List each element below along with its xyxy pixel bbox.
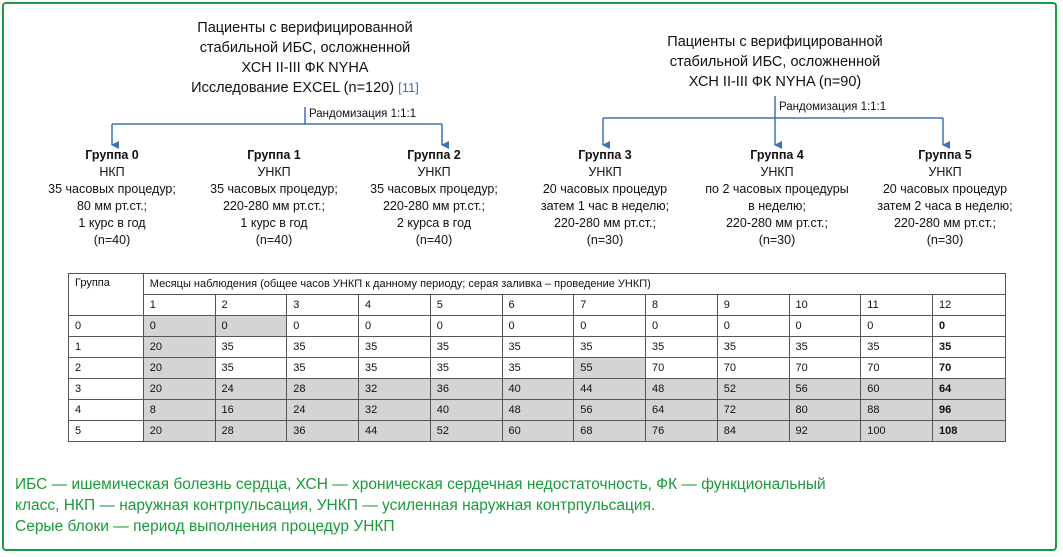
value-cell: 56	[574, 400, 646, 421]
randomization-label: Рандомизация 1:1:1	[779, 101, 887, 113]
value-cell: 60	[502, 421, 574, 442]
group-title: Группа 5	[918, 148, 972, 162]
group-line: 220-280 мм рт.ст.;	[222, 199, 326, 213]
value-cell: 0	[215, 316, 287, 337]
table-row	[69, 337, 1006, 358]
footnote-line: ИБС — ишемическая болезнь сердца, ХСН — хроническая сердечная недостаточность, ФК — функциональный	[15, 476, 826, 493]
group-title: Группа 1	[247, 148, 301, 162]
value-cell: 64	[646, 400, 718, 421]
value-cell: 70	[933, 358, 1006, 379]
value-cell: 72	[717, 400, 789, 421]
value-cell: 16	[215, 400, 287, 421]
value-cell: 48	[502, 400, 574, 421]
value-cell: 56	[789, 379, 861, 400]
group-line: (n=30)	[586, 233, 624, 247]
group-line: УНКП	[588, 165, 622, 179]
group-title: Группа 3	[578, 148, 632, 162]
group-line: 35 часовых процедур;	[48, 182, 176, 196]
group-line: 20 часовых процедур	[542, 182, 668, 196]
footnote-line: Серые блоки — период выполнения процедур УНКП	[15, 518, 395, 535]
value-cell: 35	[215, 358, 287, 379]
value-cell: 35	[789, 337, 861, 358]
group-line: 35 часовых процедур;	[370, 182, 498, 196]
value-cell: 35	[717, 337, 789, 358]
group-box-2	[334, 147, 534, 249]
table-header-row	[69, 274, 1006, 295]
group-column-header: Группа	[69, 274, 144, 316]
group-line: (n=40)	[415, 233, 453, 247]
table-row	[69, 379, 1006, 400]
value-cell: 52	[717, 379, 789, 400]
reference-link[interactable]: [11]	[398, 80, 419, 95]
group-line: в неделю;	[748, 199, 806, 213]
group-line: 35 часовых процедур;	[210, 182, 338, 196]
value-cell: 100	[861, 421, 933, 442]
value-cell: 32	[359, 379, 431, 400]
group-line: 220-280 мм рт.ст.;	[382, 199, 486, 213]
group-line: 80 мм рт.ст.;	[76, 199, 148, 213]
value-cell: 35	[430, 337, 502, 358]
month-header-cell: 1	[143, 295, 215, 316]
value-cell: 35	[359, 337, 431, 358]
population-line: Пациенты с верифицированной	[197, 20, 413, 36]
value-cell: 35	[430, 358, 502, 379]
value-cell: 60	[861, 379, 933, 400]
value-cell: 20	[143, 421, 215, 442]
group-line: 20 часовых процедур	[882, 182, 1008, 196]
population-box-excel	[165, 18, 445, 98]
group-cell: 1	[69, 337, 144, 358]
group-title: Группа 2	[407, 148, 461, 162]
value-cell: 35	[646, 337, 718, 358]
group-cell: 5	[69, 421, 144, 442]
population-line: ХСН II-III ФК NYHA (n=90)	[688, 74, 862, 90]
group-line: УНКП	[417, 165, 451, 179]
group-cell: 0	[69, 316, 144, 337]
value-cell: 28	[287, 379, 359, 400]
value-cell: 44	[574, 379, 646, 400]
value-cell: 0	[502, 316, 574, 337]
month-header-cell: 12	[933, 295, 1006, 316]
value-cell: 0	[143, 316, 215, 337]
month-header-cell: 9	[717, 295, 789, 316]
group-line: 2 курса в год	[396, 216, 472, 230]
group-box-3	[505, 147, 705, 249]
month-header-cell: 10	[789, 295, 861, 316]
value-cell: 0	[646, 316, 718, 337]
value-cell: 40	[430, 400, 502, 421]
randomization-label: Рандомизация 1:1:1	[309, 108, 417, 120]
value-cell: 96	[933, 400, 1006, 421]
month-header-cell: 11	[861, 295, 933, 316]
months-header: Месяцы наблюдения (общее часов УНКП к данному периоду; серая заливка – проведение УНКП)	[143, 274, 1005, 295]
value-cell: 108	[933, 421, 1006, 442]
value-cell: 48	[646, 379, 718, 400]
group-line: УНКП	[928, 165, 962, 179]
value-cell: 36	[430, 379, 502, 400]
value-cell: 8	[143, 400, 215, 421]
month-header-cell: 5	[430, 295, 502, 316]
table-row	[69, 421, 1006, 442]
population-box-second	[635, 32, 915, 92]
value-cell: 35	[215, 337, 287, 358]
group-line: затем 2 часа в неделю;	[877, 199, 1013, 213]
group-line: 220-280 мм рт.ст.;	[553, 216, 657, 230]
value-cell: 70	[789, 358, 861, 379]
observation-table	[68, 273, 1006, 442]
group-line: 220-280 мм рт.ст.;	[725, 216, 829, 230]
value-cell: 28	[215, 421, 287, 442]
value-cell: 76	[646, 421, 718, 442]
value-cell: 55	[574, 358, 646, 379]
value-cell: 0	[430, 316, 502, 337]
month-header-cell: 4	[359, 295, 431, 316]
group-line: (n=30)	[926, 233, 964, 247]
value-cell: 0	[933, 316, 1006, 337]
value-cell: 0	[717, 316, 789, 337]
value-cell: 40	[502, 379, 574, 400]
value-cell: 52	[430, 421, 502, 442]
value-cell: 84	[717, 421, 789, 442]
group-cell: 3	[69, 379, 144, 400]
value-cell: 35	[574, 337, 646, 358]
value-cell: 24	[215, 379, 287, 400]
month-header-cell: 3	[287, 295, 359, 316]
group-line: по 2 часовых процедуры	[705, 182, 849, 196]
month-header-cell: 8	[646, 295, 718, 316]
value-cell: 70	[861, 358, 933, 379]
population-line: Исследование EXCEL (n=120)	[191, 80, 395, 96]
group-cell: 2	[69, 358, 144, 379]
group-line: 220-280 мм рт.ст.;	[893, 216, 997, 230]
group-line: затем 1 час в неделю;	[540, 199, 670, 213]
table-row	[69, 358, 1006, 379]
value-cell: 36	[287, 421, 359, 442]
footnote-line: класс, НКП — наружная контрпульсация, УНКП — усиленная наружная контрпульсация.	[15, 497, 656, 514]
value-cell: 20	[143, 337, 215, 358]
value-cell: 24	[287, 400, 359, 421]
value-cell: 35	[502, 337, 574, 358]
group-line: (n=40)	[255, 233, 293, 247]
group-line: 1 курс в год	[78, 216, 146, 230]
month-header-cell: 7	[574, 295, 646, 316]
value-cell: 20	[143, 379, 215, 400]
value-cell: 20	[143, 358, 215, 379]
value-cell: 35	[502, 358, 574, 379]
footnote	[15, 474, 1045, 537]
value-cell: 35	[287, 358, 359, 379]
group-line: УНКП	[257, 165, 291, 179]
population-line: стабильной ИБС, осложненной	[199, 40, 411, 56]
value-cell: 0	[574, 316, 646, 337]
value-cell: 68	[574, 421, 646, 442]
month-header-cell: 6	[502, 295, 574, 316]
value-cell: 35	[287, 337, 359, 358]
value-cell: 70	[646, 358, 718, 379]
table-row	[69, 316, 1006, 337]
value-cell: 70	[717, 358, 789, 379]
population-line: ХСН II-III ФК NYHA	[241, 60, 369, 76]
group-line: (n=30)	[758, 233, 796, 247]
population-line: стабильной ИБС, осложненной	[669, 54, 881, 70]
group-line: НКП	[99, 165, 125, 179]
table-row	[69, 400, 1006, 421]
value-cell: 64	[933, 379, 1006, 400]
value-cell: 44	[359, 421, 431, 442]
value-cell: 92	[789, 421, 861, 442]
value-cell: 35	[359, 358, 431, 379]
month-header-cell: 2	[215, 295, 287, 316]
group-box-5	[845, 147, 1045, 249]
value-cell: 35	[933, 337, 1006, 358]
value-cell: 88	[861, 400, 933, 421]
group-title: Группа 0	[85, 148, 139, 162]
group-line: (n=40)	[93, 233, 131, 247]
group-line: 1 курс в год	[240, 216, 308, 230]
value-cell: 80	[789, 400, 861, 421]
value-cell: 0	[287, 316, 359, 337]
group-line: УНКП	[760, 165, 794, 179]
population-line: Пациенты с верифицированной	[667, 34, 883, 50]
value-cell: 32	[359, 400, 431, 421]
group-cell: 4	[69, 400, 144, 421]
value-cell: 0	[789, 316, 861, 337]
table-month-row	[69, 295, 1006, 316]
value-cell: 0	[861, 316, 933, 337]
group-title: Группа 4	[750, 148, 804, 162]
value-cell: 0	[359, 316, 431, 337]
value-cell: 35	[861, 337, 933, 358]
